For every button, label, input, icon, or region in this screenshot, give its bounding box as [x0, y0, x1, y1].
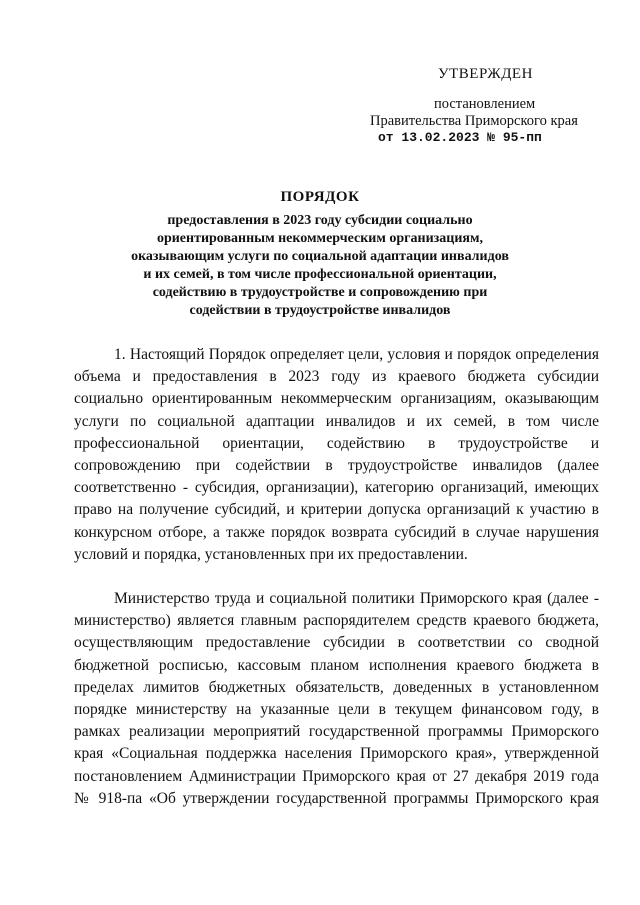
approval-decree-label: постановлением — [434, 96, 536, 112]
subtitle-line: содействию в трудоустройстве и сопровождению при — [152, 285, 488, 300]
paragraph-line: края «Социальная поддержка населения Приморского края», утвержденной — [74, 745, 599, 763]
subtitle-line: оказывающим услуги по социальной адаптации инвалидов — [131, 249, 509, 264]
paragraph-line: № 918-па «Об утверждении государственной программы Приморского края — [74, 789, 599, 807]
paragraph-2 — [74, 588, 599, 810]
paragraph-line: право на получение субсидий, и критерии допуска организаций к участию в — [74, 501, 599, 519]
paragraph-line: сопровождению при содействии в трудоустройстве инвалидов (далее — [74, 456, 599, 474]
approval-date-number: от 13.02.2023 № 95-пп — [378, 130, 542, 145]
paragraph-line: Министерство труда и социальной политики Приморского края (далее - — [114, 590, 599, 607]
paragraph-line: объема и предоставления в 2023 году из краевого бюджета субсидии — [74, 368, 599, 386]
paragraph-line: министерство) является главным распорядителем средств краевого бюджета, — [74, 612, 599, 630]
paragraph-line: профессиональной ориентации, содействию в трудоустройстве и — [74, 434, 599, 452]
paragraph-line: рамках реализации мероприятий государственной программы Приморского — [74, 723, 599, 741]
subtitle-line: ориентированным некоммерческим организациям, — [156, 231, 484, 246]
paragraph-1 — [74, 344, 599, 566]
paragraph-line: условий и порядка, установленных при их предоставлении. — [74, 545, 468, 563]
subtitle-line: и их семей, в том числе профессиональной ориентации, — [143, 267, 497, 282]
subtitle-line: предоставления в 2023 году субсидии социально — [167, 213, 473, 228]
paragraph-line: социально ориентированным некоммерческим организациям, оказывающим — [74, 390, 599, 408]
subtitle-line: содействии в трудоустройстве инвалидов — [189, 303, 451, 318]
paragraph-line: бюджетной росписью, кассовым планом исполнения краевого бюджета в — [74, 656, 599, 674]
paragraph-line: постановлением Администрации Приморского края от 27 декабря 2019 года — [74, 767, 599, 785]
approval-title: УТВЕРЖДЕН — [438, 66, 533, 82]
paragraph-line: услуги по социальной адаптации инвалидов и их семей, в том числе — [74, 412, 599, 430]
document-title: ПОРЯДОК — [280, 189, 360, 205]
paragraph-line: соответственно - субсидия, организации), категорию организаций, имеющих — [74, 479, 599, 497]
paragraph-line: порядке министерству на указанные цели в текущем финансовом году, в — [74, 700, 599, 718]
paragraph-line: осуществляющим предоставление субсидии в соответствии со сводной — [74, 634, 599, 652]
paragraph-line: 1. Настоящий Порядок определяет цели, условия и порядок определения — [114, 346, 599, 363]
paragraph-line: конкурсном отборе, а также порядок возврата субсидий в случае нарушения — [74, 523, 599, 541]
document-subtitle — [100, 212, 540, 320]
paragraph-line: пределах лимитов бюджетных обязательств, доведенных в установленном — [74, 678, 599, 696]
approval-authority: Правительства Приморского края — [370, 113, 578, 129]
